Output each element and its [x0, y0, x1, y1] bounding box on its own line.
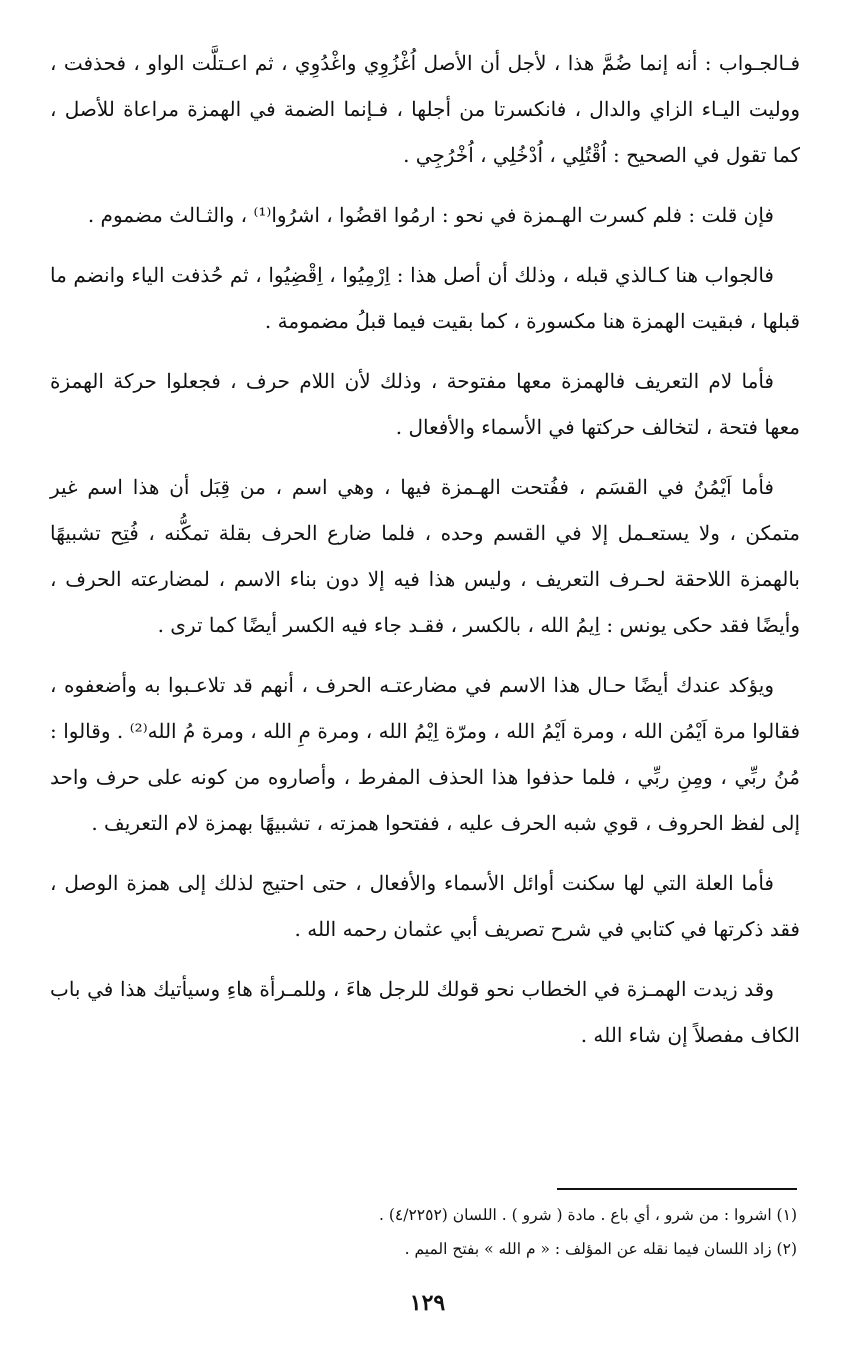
paragraph-2: فإن قلت : فلم كسرت الهـمزة في نحو : ارمُوا اقضُوا ، اشرُوا⁽¹⁾ ، والثـالث مضموم .: [87, 203, 774, 227]
main-text: [50, 40, 800, 1072]
paragraph-6: ويؤكد عندك أيضًا حـال هذا الاسم في مضارعتـه الحرف ، أنهم قد تلاعـبوا به وأضعفوه ، فقالوا مرة اَيْمُن الله ، ومرة اَيْمُ الله ، ومرّة اِيْمُ الله ، ومرة مِ الله ، ومرة مُ الله⁽²⁾ . وقالوا : مُنُ ربِّي ، ومِنِ ربِّي ، فلما حذفوا هذا الحذف المفرط ، وأصاروه من كونه على حرف واحد إلى لفظ الحروف ، قوي شبه الحرف عليه ، ففتحوا همزته ، تشبيهًا بهمزة لام التعريف .: [50, 673, 800, 835]
paragraph-1: فـالجـواب : أنه إنما ضُمَّ هذا ، لأجل أن الأصل اُغْزُوِي واغْدُوِي ، ثم اعـتلَّت الواو ، فحذفت ، ووليت اليـاء الزاي والدال ، فانكسرتا من أجلها ، فـإنما الضمة في الهمزة مراعاة للأصل ، كما تقول في الصحيح : اُقْتُلِي ، اُدْخُلِي ، اُخْرُجِي .: [50, 51, 800, 167]
paragraph-7: فأما العلة التي لها سكنت أوائل الأسماء والأفعال ، حتى احتيج لذلك إلى همزة الوصل ، فقد ذكرتها في كتابي في شرح تصريف أبي عثمان رحمه الله .: [50, 871, 800, 941]
paragraph-5: فأما اَيْمُنُ في القسَم ، ففُتحت الهـمزة فيها ، وهي اسم ، من قِبَل أن هذا اسم غير متمكن ، ولا يستعـمل إلا في القسم وحده ، فلما ضارع الحرف بقلة تمكُّنه ، فُتِح تشبيهًا بالهمزة اللاحقة لحـرف التعريف ، وليس هذا فيه إلا دون بناء الاسم ، لمضارعته الحرف ، وأيضًا فقد حكى يونس : اِيمُ الله ، بالكسر ، فقـد جاء فيه الكسر أيضًا كما ترى .: [50, 475, 800, 637]
footnotes: [50, 1198, 797, 1266]
page-number: ١٢٩: [409, 1290, 446, 1316]
paragraph-8: وقد زيدت الهمـزة في الخطاب نحو قولك للرجل هاءَ ، وللمـرأة هاءِ وسيأتيك هذا في باب الكاف مفصلاً إن شاء الله .: [50, 977, 800, 1047]
footnote-2: (٢) زاد اللسان فيما نقله عن المؤلف : « م الله » بفتح الميم .: [404, 1240, 797, 1258]
footnote-divider: [557, 1188, 797, 1190]
paragraph-3: فالجواب هنا كـالذي قبله ، وذلك أن أصل هذا : اِرْمِيُوا ، اِقْضِيُوا ، ثم حُذفت الياء وانضم ما قبلها ، فبقيت الهمزة هنا مكسورة ، كما بقيت فيما قبلُ مضمومة .: [50, 263, 800, 333]
paragraph-4: فأما لام التعريف فالهمزة معها مفتوحة ، وذلك لأن اللام حرف ، فجعلوا حركة الهمزة معها فتحة ، لتخالف حركتها في الأسماء والأفعال .: [50, 369, 800, 439]
footnote-1: (١) اشروا : من شرو ، أي باع . مادة ( شرو ) . اللسان (٤/٢٢٥٢) .: [379, 1206, 797, 1224]
